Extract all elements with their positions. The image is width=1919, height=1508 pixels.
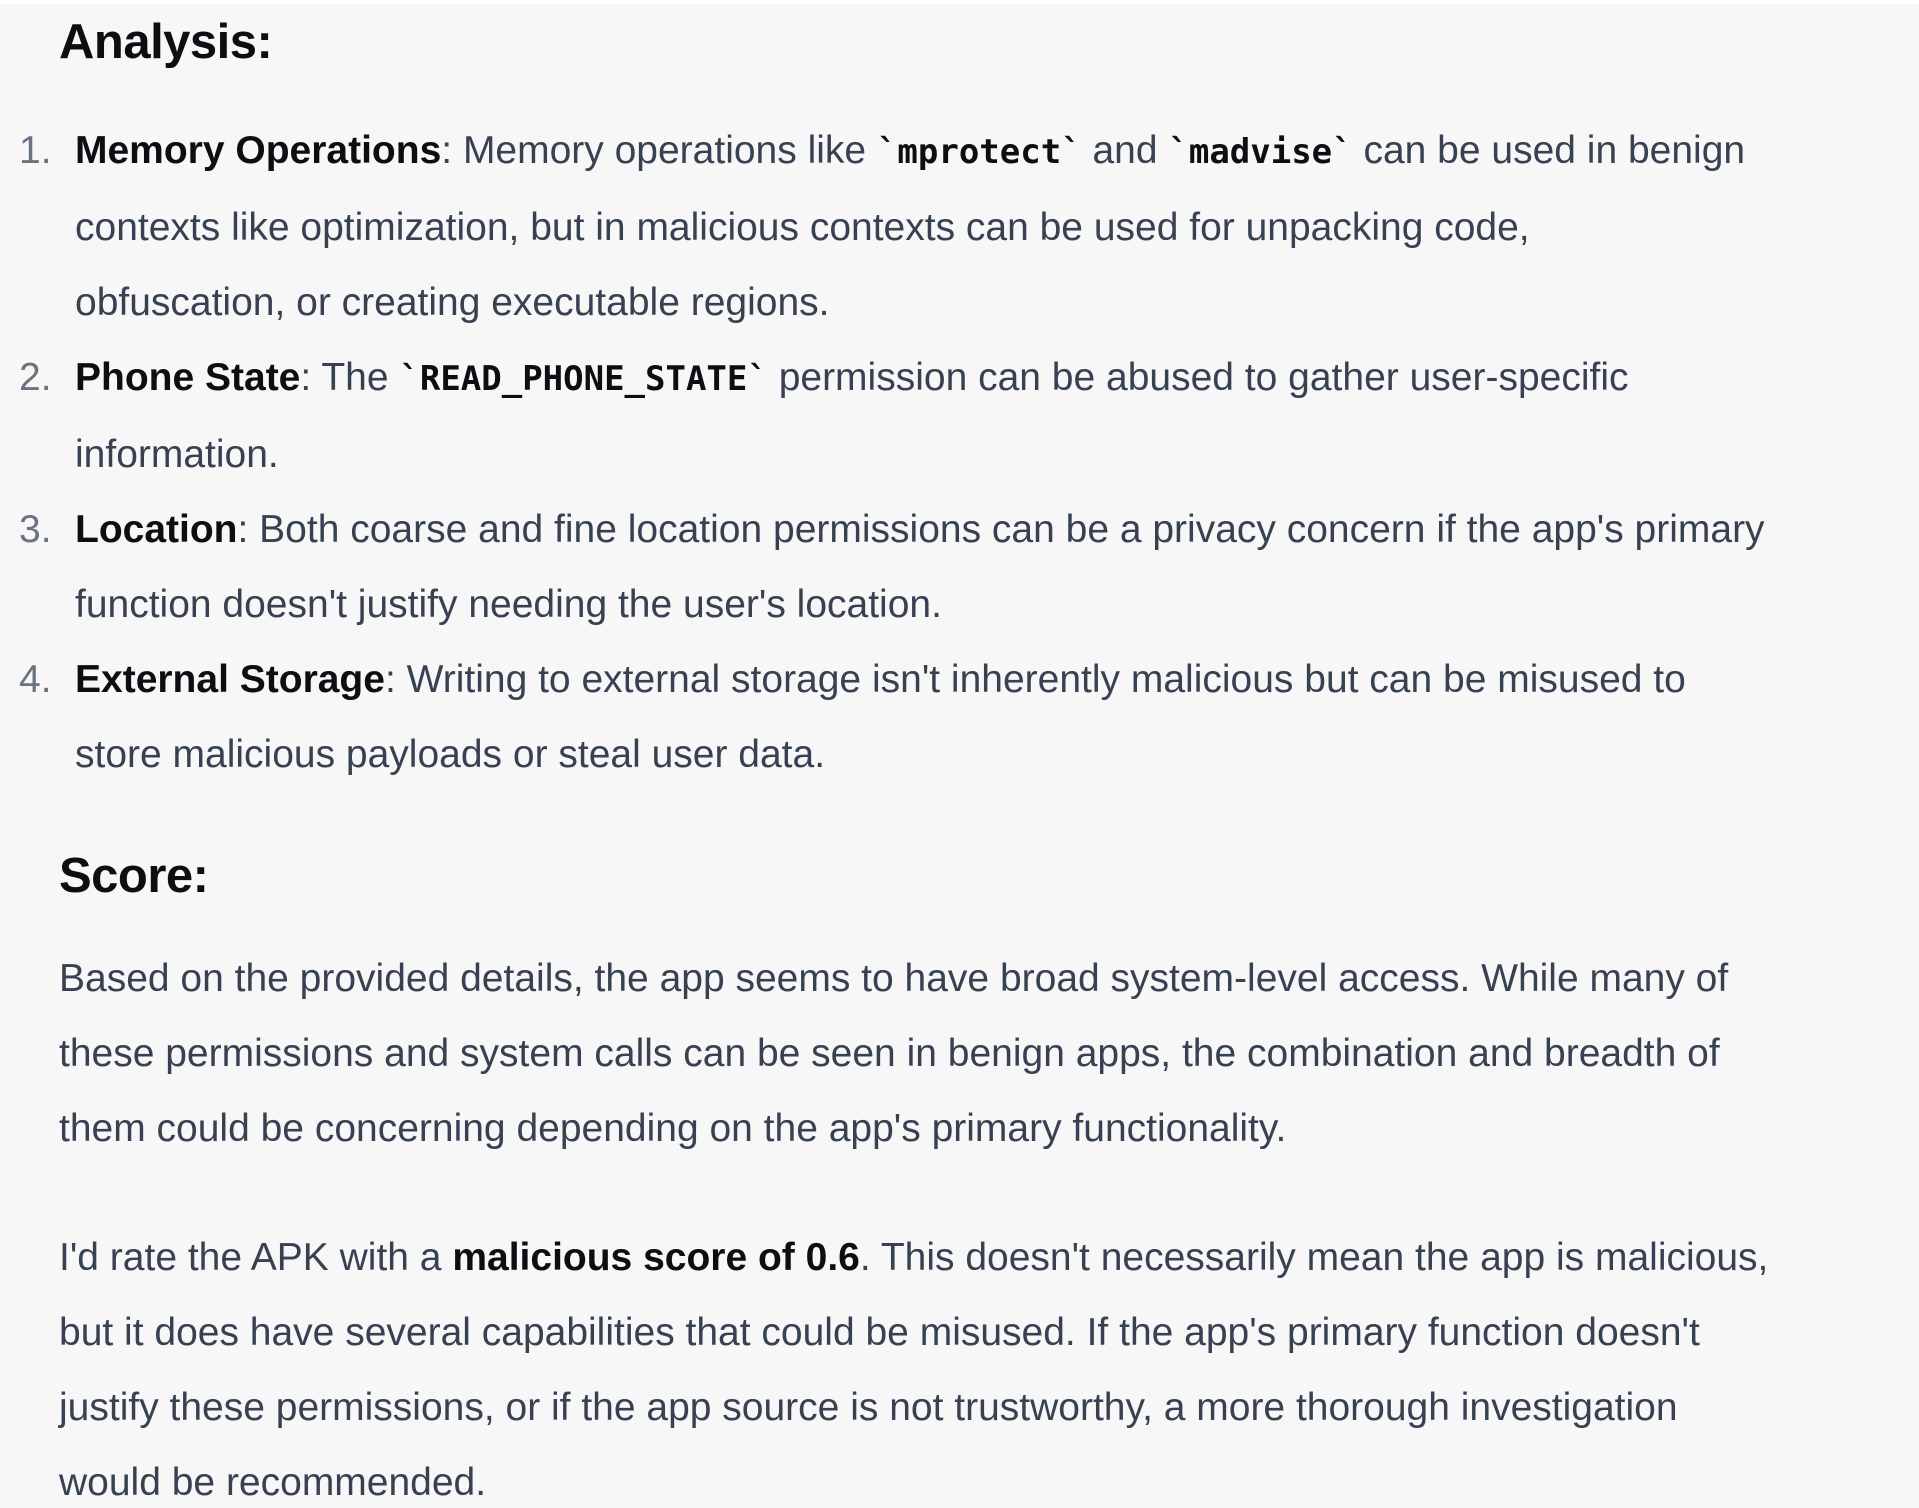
analysis-list [0, 113, 1919, 792]
analysis-heading: Analysis: [59, 15, 273, 69]
inline-code: `READ_PHONE_STATE` [399, 359, 768, 399]
list-item-title: Location [75, 508, 238, 551]
score-summary-paragraph: Based on the provided details, the app seems to have broad system-level access. While many of these permissions and system calls can be seen in benign apps, the combination and breadth of them could be concerning depending on the app's primary functionality. [59, 957, 1729, 1150]
list-item: 4. External Storage: Writing to external storage isn't inherently malicious but can be misused to store malicious payloads or steal user data. [0, 642, 1919, 792]
list-item-title: Phone State [75, 356, 301, 399]
list-item-number: 2. [19, 356, 52, 399]
inline-code: `madvise` [1168, 132, 1353, 172]
malicious-score: malicious score of 0.6 [452, 1236, 860, 1279]
list-item: 2. Phone State: The `READ_PHONE_STATE` permission can be abused to gather user-specific information. [0, 340, 1919, 492]
list-item-text: information. [75, 433, 279, 476]
list-item-text: store malicious payloads or steal user data. [75, 733, 826, 776]
score-heading: Score: [59, 849, 209, 903]
list-item-text: contexts like optimization, but in malicious contexts can be used for unpacking code, [75, 206, 1530, 249]
list-item-number: 4. [19, 658, 52, 701]
list-item-number: 3. [19, 508, 52, 551]
list-item-text: function doesn't justify needing the user's location. [75, 583, 942, 626]
list-item: 1. Memory Operations: Memory operations like `mprotect` and `madvise` can be used in benign contexts like optimization, but in malicious contexts can be used for unpacking code, obfuscation, or creating executable regions. [0, 113, 1919, 340]
list-item-title: External Storage [75, 658, 385, 701]
list-item: 3. Location: Both coarse and fine location permissions can be a privacy concern if the app's primary function doesn't justify needing the user's location. [0, 492, 1919, 642]
inline-code: `mprotect` [876, 132, 1082, 172]
list-item-number: 1. [19, 129, 52, 172]
list-item-title: Memory Operations [75, 129, 442, 172]
score-rating-paragraph: I'd rate the APK with a malicious score of 0.6. This doesn't necessarily mean the app is malicious, but it does have several capabilities that could be misused. If the app's primary function doesn't justify these permissions, or if the app source is not trustworthy, a more thorough investigation would be recommended. [59, 1236, 1769, 1504]
list-item-text: obfuscation, or creating executable regions. [75, 281, 830, 324]
